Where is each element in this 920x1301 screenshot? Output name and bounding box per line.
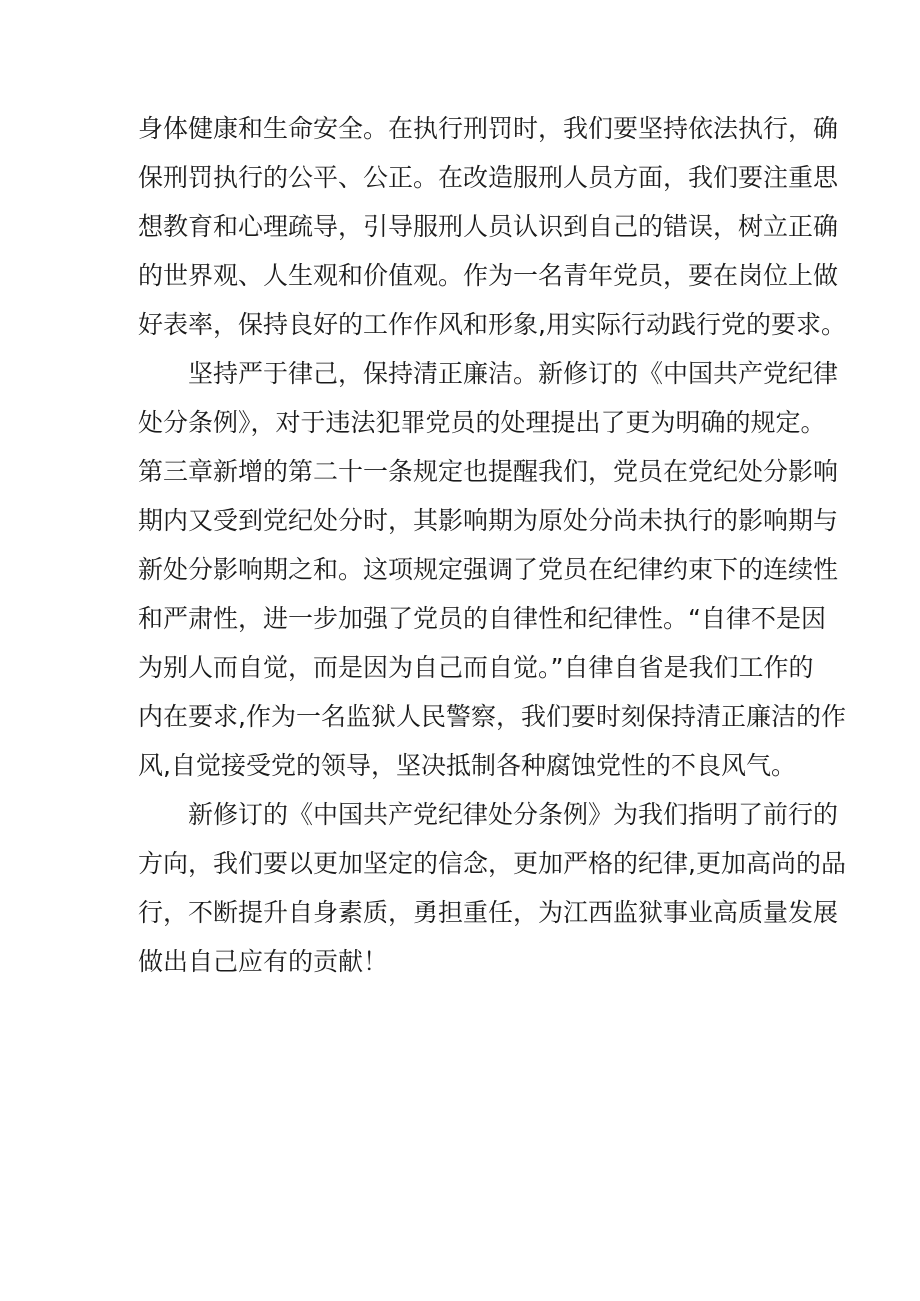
paragraph-1 [138, 104, 846, 349]
text-line: 身体健康和生命安全。在执行刑罚时，我们要坚持依法执行，确 [138, 114, 839, 143]
text-line: 为别人而自觉，而是因为自己而自觉。”自律自省是我们工作的 [138, 653, 814, 682]
text-line: 第三章新增的第二十一条规定也提醒我们，党员在党纪处分影响 [138, 457, 839, 486]
text-line: 内在要求,作为一名监狱人民警察，我们要时刻保持清正廉洁的作 [138, 702, 846, 731]
text-line: 处分条例》，对于违法犯罪党员的处理提出了更为明确的规定。 [138, 408, 826, 437]
paragraph-2 [138, 349, 846, 790]
paragraph-3 [138, 790, 846, 986]
text-line: 好表率，保持良好的工作作风和形象,用实际行动践行党的要求。 [138, 310, 846, 339]
text-line: 期内又受到党纪处分时，其影响期为原处分尚未执行的影响期与 [138, 506, 839, 535]
text-line: 方向，我们要以更加坚定的信念，更加严格的纪律,更加高尚的品 [138, 849, 846, 878]
text-line: 新处分影响期之和。这项规定强调了党员在纪律约束下的连续性 [138, 555, 839, 584]
document-body [138, 104, 846, 986]
text-line: 坚持严于律己，保持清正廉洁。新修订的《中国共产党纪律 [138, 359, 839, 388]
text-line: 的世界观、人生观和价值观。作为一名青年党员，要在岗位上做 [138, 261, 839, 290]
text-line: 行，不断提升自身素质，勇担重任，为江西监狱事业高质量发展 [138, 898, 839, 927]
text-line: 做出自己应有的贡献！ [138, 947, 389, 976]
text-line: 想教育和心理疏导，引导服刑人员认识到自己的错误，树立正确 [138, 212, 839, 241]
text-line: 新修订的《中国共产党纪律处分条例》为我们指明了前行的 [138, 800, 839, 829]
text-line: 保刑罚执行的公平、公正。在改造服刑人员方面，我们要注重思 [138, 163, 839, 192]
text-line: 风,自觉接受党的领导，坚决抵制各种腐蚀党性的不良风气。 [138, 751, 796, 780]
text-line: 和严肃性，进一步加强了党员的自律性和纪律性。“自律不是因 [138, 604, 826, 633]
